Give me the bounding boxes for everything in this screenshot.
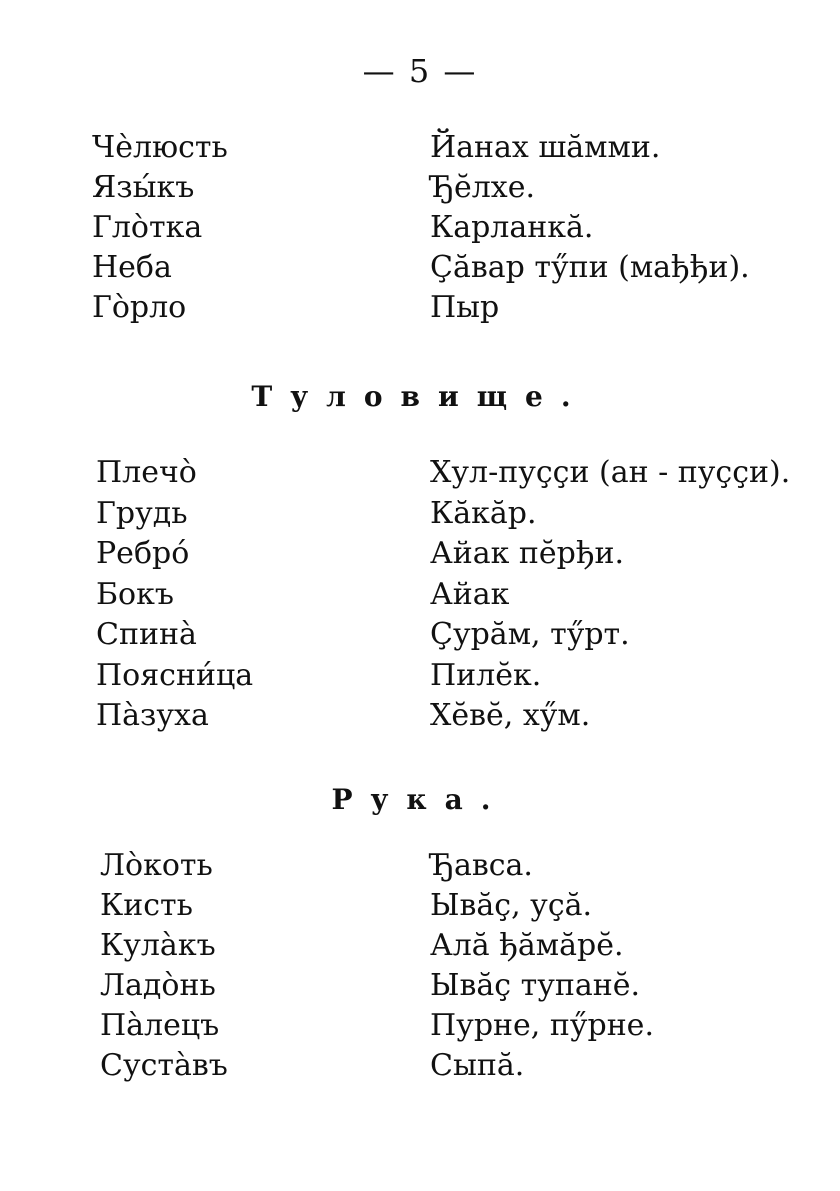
chuvash-word: Йанах шăмми. bbox=[430, 130, 661, 165]
vocab-row bbox=[0, 494, 840, 535]
vocab-row bbox=[0, 168, 840, 208]
chuvash-word: Айак bbox=[430, 576, 510, 612]
vocab-row bbox=[0, 1006, 840, 1046]
russian-word: Спина̀ bbox=[96, 617, 197, 652]
chuvash-word: Пурне, пӳрне. bbox=[430, 1008, 654, 1043]
vocab-row bbox=[0, 656, 840, 697]
russian-word: Язы́къ bbox=[92, 170, 195, 205]
chuvash-word: Çăвар тӳпи (мађђи). bbox=[430, 250, 750, 285]
russian-word: Бокъ bbox=[96, 576, 174, 612]
vocab-row bbox=[0, 128, 840, 168]
section-torso bbox=[0, 453, 840, 737]
russian-word: Кисть bbox=[100, 888, 193, 923]
vocab-row bbox=[0, 615, 840, 656]
russian-word: Неба bbox=[92, 250, 172, 285]
chuvash-word: Хул-пуççи (ан - пуççи). bbox=[430, 455, 791, 490]
chuvash-word: Алă ђăмăрĕ. bbox=[430, 928, 624, 963]
vocab-row bbox=[0, 453, 840, 494]
russian-word: Грудь bbox=[96, 495, 188, 531]
russian-word: Ладо̀нь bbox=[100, 968, 216, 1003]
russian-word: Кула̀къ bbox=[100, 928, 216, 963]
chuvash-word: Айак пĕрђи. bbox=[430, 536, 625, 571]
chuvash-word: Ывăç, уçă. bbox=[430, 888, 593, 923]
vocab-row bbox=[0, 575, 840, 616]
section-heading-arm: Рука. bbox=[331, 783, 509, 816]
section-head-parts bbox=[0, 128, 840, 328]
chuvash-word: Пилĕк. bbox=[430, 657, 542, 693]
vocab-row bbox=[0, 1046, 840, 1086]
russian-word: Ло̀коть bbox=[100, 848, 213, 883]
page-number: — 5 — bbox=[362, 52, 478, 90]
section-arm bbox=[0, 846, 840, 1086]
vocab-row bbox=[0, 248, 840, 288]
vocab-row bbox=[0, 886, 840, 926]
russian-word: Чѐлюсть bbox=[92, 130, 228, 165]
chuvash-word: Ывăç тупанĕ. bbox=[430, 968, 641, 1003]
chuvash-word: Ђавса. bbox=[430, 848, 533, 883]
vocab-row bbox=[0, 208, 840, 248]
section-heading-torso: Туловище. bbox=[251, 380, 589, 413]
russian-word: Па̀зуха bbox=[96, 698, 209, 733]
chuvash-word: Пыр bbox=[430, 290, 500, 325]
vocab-row bbox=[0, 846, 840, 886]
chuvash-word: Карланкă. bbox=[430, 210, 594, 245]
russian-word: Па̀лецъ bbox=[100, 1008, 220, 1043]
russian-word: Гло̀тка bbox=[92, 210, 203, 245]
chuvash-word: Ђĕлхе. bbox=[430, 170, 535, 205]
vocab-row bbox=[0, 288, 840, 328]
chuvash-word: Çурăм, тӳрт. bbox=[430, 617, 630, 652]
vocab-row bbox=[0, 696, 840, 737]
russian-word: Го̀рло bbox=[92, 290, 187, 325]
chuvash-word: Сыпă. bbox=[430, 1048, 525, 1083]
russian-word: Суста̀въ bbox=[100, 1048, 228, 1083]
vocab-row bbox=[0, 534, 840, 575]
vocab-row bbox=[0, 926, 840, 966]
chuvash-word: Кăкăр. bbox=[430, 495, 537, 531]
vocab-row bbox=[0, 966, 840, 1006]
chuvash-word: Хĕвĕ, хӳм. bbox=[430, 698, 591, 733]
russian-word: Поясни́ца bbox=[96, 657, 254, 693]
russian-word: Плечо̀ bbox=[96, 455, 197, 490]
russian-word: Ребро́ bbox=[96, 536, 190, 571]
